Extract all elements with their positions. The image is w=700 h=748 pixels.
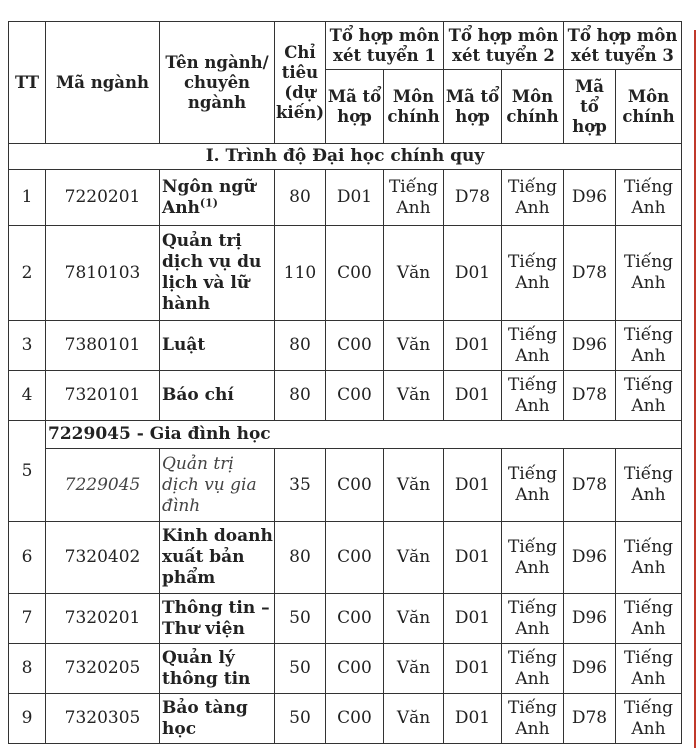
row-combo-code: D78	[564, 449, 616, 522]
row-main-subject: Tiếng Anh	[502, 321, 564, 371]
row-combo-code: D96	[564, 644, 616, 694]
header-combo-1: Tổ hợp môn xét tuyển 1	[326, 22, 444, 70]
row-combo-code: C00	[326, 321, 384, 371]
row-combo-code: D01	[444, 371, 502, 421]
row-quota: 110	[275, 226, 326, 321]
row-quota: 80	[275, 170, 326, 226]
row-major-name-text: Thông tin – Thư viện	[162, 597, 270, 639]
group-title: 7229045 - Gia đình học	[46, 421, 682, 449]
row-combo-code: D78	[564, 371, 616, 421]
header-combo-code: Mã tổ hợp	[444, 70, 502, 144]
header-combo-code: Mã tổ hợp	[326, 70, 384, 144]
row-major-name	[160, 449, 275, 522]
row-combo-code: C00	[326, 694, 384, 744]
row-major-name	[160, 694, 275, 744]
row-combo-code: D96	[564, 321, 616, 371]
row-quota: 80	[275, 371, 326, 421]
header-combo-code: Mã tổ hợp	[564, 70, 616, 144]
row-major-code: 7320402	[46, 522, 160, 594]
row-combo-code: C00	[326, 449, 384, 522]
row-combo-code: C00	[326, 644, 384, 694]
row-main-subject: Tiếng Anh	[502, 594, 564, 644]
row-main-subject: Tiếng Anh	[616, 371, 682, 421]
row-major-name-text: Bảo tàng học	[162, 697, 248, 739]
row-combo-code: D96	[564, 522, 616, 594]
row-tt: 5	[9, 421, 46, 522]
header-combo-2: Tổ hợp môn xét tuyển 2	[444, 22, 564, 70]
row-quota: 35	[275, 449, 326, 522]
row-main-subject: Văn	[384, 321, 444, 371]
row-main-subject: Tiếng Anh	[616, 226, 682, 321]
row-combo-code: D01	[444, 522, 502, 594]
row-tt: 1	[9, 170, 46, 226]
row-combo-code: D78	[564, 694, 616, 744]
row-tt: 3	[9, 321, 46, 371]
row-major-code: 7229045	[46, 449, 160, 522]
row-combo-code: D96	[564, 170, 616, 226]
row-tt: 7	[9, 594, 46, 644]
header-quota: Chỉ tiêu (dự kiến)	[275, 22, 326, 144]
row-main-subject: Tiếng Anh	[616, 321, 682, 371]
row-major-name-text: Ngôn ngữ Anh	[162, 176, 256, 218]
row-quota: 50	[275, 694, 326, 744]
row-major-name-text: Quản trị dịch vụ gia đình	[162, 453, 257, 516]
row-major-name-text: Quản trị dịch vụ du lịch và lữ hành	[162, 231, 262, 314]
row-main-subject: Tiếng Anh	[384, 170, 444, 226]
table-row	[9, 226, 682, 321]
row-major-code: 7320201	[46, 594, 160, 644]
header-main-subject: Môn chính	[502, 70, 564, 144]
row-tt: 8	[9, 644, 46, 694]
row-combo-code: C00	[326, 594, 384, 644]
row-major-name	[160, 594, 275, 644]
header-major-code: Mã ngành	[46, 22, 160, 144]
row-main-subject: Văn	[384, 694, 444, 744]
row-main-subject: Tiếng Anh	[616, 644, 682, 694]
row-note: (1)	[199, 195, 218, 209]
page-edge-rule	[694, 30, 696, 748]
table-row	[9, 371, 682, 421]
row-tt: 2	[9, 226, 46, 321]
table-row	[9, 644, 682, 694]
row-major-code: 7320205	[46, 644, 160, 694]
row-major-name-text: Báo chí	[162, 385, 234, 405]
row-main-subject: Tiếng Anh	[616, 170, 682, 226]
header-main-subject: Môn chính	[616, 70, 682, 144]
row-major-code: 7320101	[46, 371, 160, 421]
row-combo-code: C00	[326, 522, 384, 594]
header-combo-3: Tổ hợp môn xét tuyển 3	[564, 22, 682, 70]
row-major-name	[160, 226, 275, 321]
row-combo-code: D01	[444, 644, 502, 694]
row-major-name	[160, 321, 275, 371]
row-major-name	[160, 170, 275, 226]
table-row	[9, 594, 682, 644]
row-tt: 6	[9, 522, 46, 594]
header-tt: TT	[9, 22, 46, 144]
section-title: I. Trình độ Đại học chính quy	[9, 144, 682, 170]
table-row	[9, 170, 682, 226]
row-main-subject: Tiếng Anh	[502, 170, 564, 226]
row-quota: 50	[275, 644, 326, 694]
row-main-subject: Tiếng Anh	[616, 522, 682, 594]
row-combo-code: D78	[444, 170, 502, 226]
row-main-subject: Tiếng Anh	[616, 694, 682, 744]
table-row	[9, 694, 682, 744]
row-major-name-text: Quản lý thông tin	[162, 647, 251, 689]
row-major-code: 7810103	[46, 226, 160, 321]
row-major-code: 7320305	[46, 694, 160, 744]
row-major-code: 7220201	[46, 170, 160, 226]
row-combo-code: C00	[326, 226, 384, 321]
row-combo-code: D01	[326, 170, 384, 226]
row-main-subject: Tiếng Anh	[616, 449, 682, 522]
header-main-subject: Môn chính	[384, 70, 444, 144]
row-combo-code: C00	[326, 371, 384, 421]
row-tt: 4	[9, 371, 46, 421]
table-row	[9, 449, 682, 522]
row-main-subject: Văn	[384, 449, 444, 522]
row-combo-code: D78	[564, 226, 616, 321]
row-combo-code: D01	[444, 594, 502, 644]
row-main-subject: Tiếng Anh	[616, 594, 682, 644]
table-row	[9, 522, 682, 594]
row-main-subject: Tiếng Anh	[502, 371, 564, 421]
row-major-name	[160, 371, 275, 421]
row-main-subject: Tiếng Anh	[502, 522, 564, 594]
row-major-name	[160, 522, 275, 594]
row-combo-code: D01	[444, 694, 502, 744]
row-main-subject: Tiếng Anh	[502, 644, 564, 694]
row-main-subject: Văn	[384, 371, 444, 421]
admission-table	[8, 21, 682, 744]
row-quota: 80	[275, 522, 326, 594]
row-combo-code: D96	[564, 594, 616, 644]
row-combo-code: D01	[444, 321, 502, 371]
row-major-name-text: Kinh doanh xuất bản phẩm	[162, 526, 273, 588]
row-main-subject: Văn	[384, 522, 444, 594]
row-major-name-text: Luật	[162, 335, 206, 355]
row-main-subject: Văn	[384, 644, 444, 694]
row-major-name	[160, 644, 275, 694]
row-main-subject: Tiếng Anh	[502, 694, 564, 744]
header-major-name: Tên ngành/ chuyên ngành	[160, 22, 275, 144]
row-combo-code: D01	[444, 449, 502, 522]
row-combo-code: D01	[444, 226, 502, 321]
row-tt: 9	[9, 694, 46, 744]
row-main-subject: Tiếng Anh	[502, 449, 564, 522]
row-quota: 80	[275, 321, 326, 371]
row-quota: 50	[275, 594, 326, 644]
row-major-code: 7380101	[46, 321, 160, 371]
row-main-subject: Văn	[384, 594, 444, 644]
table-row	[9, 321, 682, 371]
row-main-subject: Văn	[384, 226, 444, 321]
row-main-subject: Tiếng Anh	[502, 226, 564, 321]
